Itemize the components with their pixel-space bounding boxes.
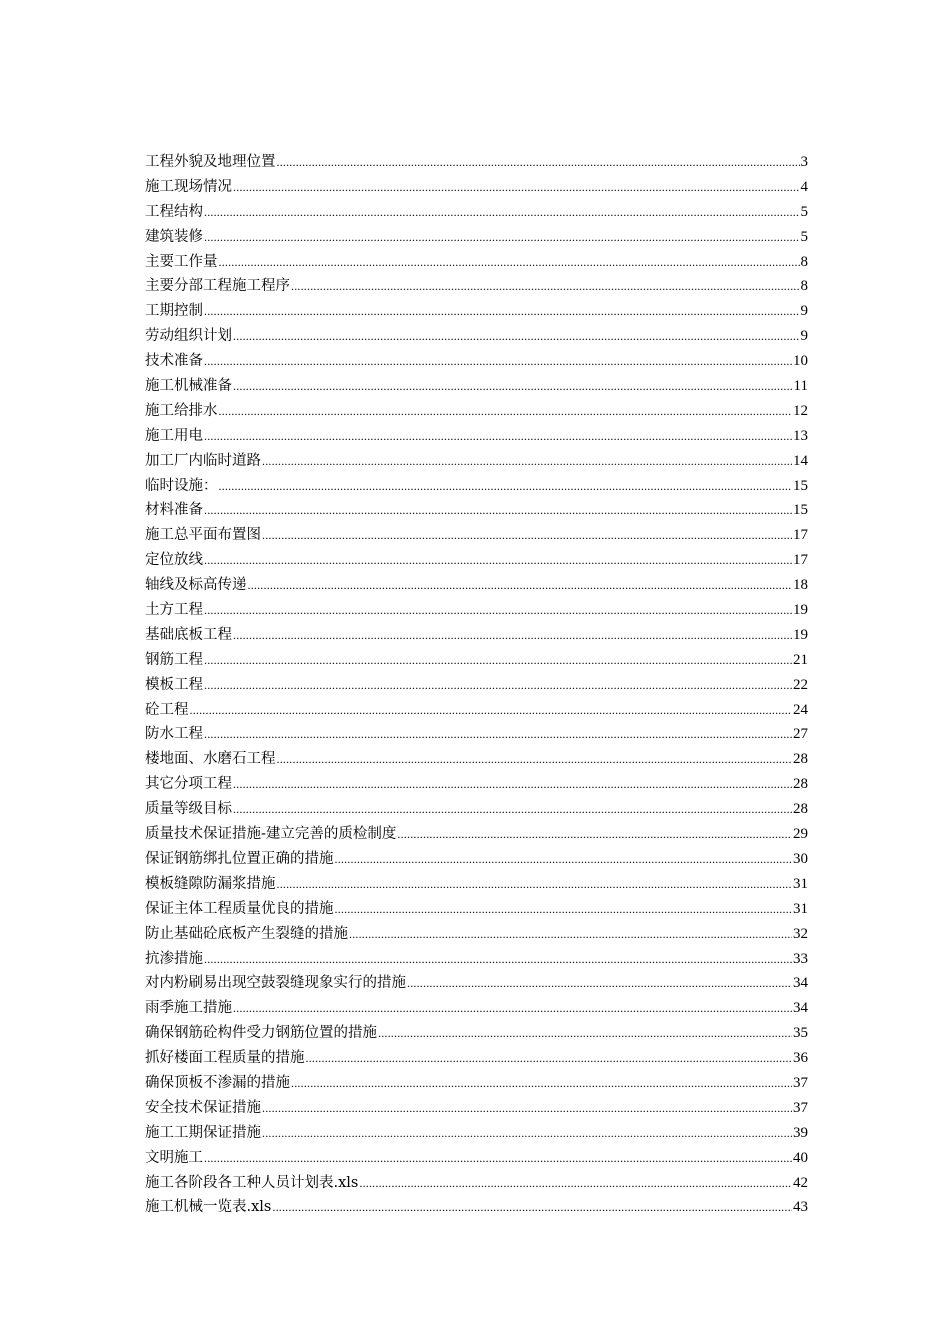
toc-entry[interactable] bbox=[145, 822, 808, 847]
toc-entry[interactable] bbox=[145, 996, 808, 1021]
toc-dot-leader bbox=[204, 349, 792, 374]
toc-entry[interactable] bbox=[145, 797, 808, 822]
toc-entry[interactable] bbox=[145, 623, 808, 648]
toc-entry[interactable] bbox=[145, 250, 808, 275]
toc-entry-title: 建筑装修 bbox=[145, 228, 203, 245]
toc-entry-page-number: 19 bbox=[793, 626, 808, 643]
toc-entry-page-number: 14 bbox=[793, 452, 808, 469]
toc-entry[interactable] bbox=[145, 847, 808, 872]
toc-dot-leader bbox=[306, 1046, 793, 1071]
toc-entry-title: 防水工程 bbox=[145, 726, 203, 743]
toc-entry[interactable] bbox=[145, 971, 808, 996]
toc-entry-page-number: 18 bbox=[793, 577, 808, 594]
toc-entry-page-number: 9 bbox=[800, 303, 808, 320]
toc-dot-leader bbox=[233, 797, 792, 822]
toc-entry-page-number: 37 bbox=[793, 1074, 808, 1091]
toc-entry[interactable] bbox=[145, 374, 808, 399]
toc-entry-title: 基础底板工程 bbox=[145, 626, 232, 643]
toc-entry-page-number: 28 bbox=[793, 801, 808, 818]
toc-entry-page-number: 37 bbox=[793, 1099, 808, 1116]
toc-dot-leader bbox=[233, 623, 792, 648]
toc-dot-leader bbox=[335, 847, 793, 872]
toc-dot-leader bbox=[204, 424, 792, 449]
toc-entry-title: 文明施工 bbox=[145, 1149, 203, 1166]
toc-entry[interactable] bbox=[145, 349, 808, 374]
toc-entry-title: 质量技术保证措施-建立完善的质检制度 bbox=[145, 826, 397, 843]
toc-entry-title: 质量等级目标 bbox=[145, 801, 232, 818]
toc-entry-title: 施工现场情况 bbox=[145, 178, 232, 195]
toc-dot-leader bbox=[190, 698, 793, 723]
toc-dot-leader bbox=[233, 772, 792, 797]
toc-entry[interactable] bbox=[145, 1071, 808, 1096]
toc-entry-title: 轴线及标高传递 bbox=[145, 577, 247, 594]
toc-entry-page-number: 24 bbox=[793, 701, 808, 718]
toc-entry-title: 防止基础砼底板产生裂缝的措施 bbox=[145, 925, 348, 942]
toc-entry[interactable] bbox=[145, 399, 808, 424]
toc-entry[interactable] bbox=[145, 324, 808, 349]
toc-entry[interactable] bbox=[145, 299, 808, 324]
toc-entry-title: 保证钢筋绑扎位置正确的措施 bbox=[145, 850, 334, 867]
toc-entry-page-number: 10 bbox=[793, 353, 808, 370]
toc-entry-title: 抗渗措施 bbox=[145, 950, 203, 967]
toc-entry-title: 主要分部工程施工程序 bbox=[145, 278, 290, 295]
toc-dot-leader bbox=[262, 449, 792, 474]
toc-dot-leader bbox=[204, 598, 792, 623]
toc-entry-page-number: 5 bbox=[800, 228, 808, 245]
toc-entry-page-number: 40 bbox=[793, 1149, 808, 1166]
toc-entry[interactable] bbox=[145, 449, 808, 474]
toc-entry-page-number: 30 bbox=[793, 850, 808, 867]
toc-entry-title: 施工工期保证措施 bbox=[145, 1124, 261, 1141]
toc-entry-page-number: 15 bbox=[793, 477, 808, 494]
toc-dot-leader bbox=[204, 648, 792, 673]
toc-entry-page-number: 22 bbox=[793, 676, 808, 693]
toc-entry-title: 技术准备 bbox=[145, 353, 203, 370]
toc-entry-page-number: 39 bbox=[793, 1124, 808, 1141]
toc-entry-page-number: 21 bbox=[793, 651, 808, 668]
toc-entry-title: 施工总平面布置图 bbox=[145, 527, 261, 544]
toc-entry[interactable] bbox=[145, 1146, 808, 1171]
toc-entry[interactable] bbox=[145, 598, 808, 623]
toc-entry[interactable] bbox=[145, 673, 808, 698]
toc-entry[interactable] bbox=[145, 1046, 808, 1071]
toc-entry-page-number: 28 bbox=[793, 751, 808, 768]
toc-entry-page-number: 32 bbox=[793, 925, 808, 942]
toc-entry[interactable] bbox=[145, 872, 808, 897]
toc-dot-leader bbox=[219, 250, 800, 275]
toc-entry[interactable] bbox=[145, 474, 808, 499]
toc-dot-leader bbox=[277, 872, 793, 897]
toc-entry-page-number: 13 bbox=[793, 427, 808, 444]
toc-entry-title: 施工用电 bbox=[145, 427, 203, 444]
toc-entry[interactable] bbox=[145, 947, 808, 972]
toc-dot-leader bbox=[204, 225, 800, 250]
toc-dot-leader bbox=[262, 523, 792, 548]
toc-entry-title: 雨季施工措施 bbox=[145, 1000, 232, 1017]
toc-entry-title: 材料准备 bbox=[145, 502, 203, 519]
toc-entry[interactable] bbox=[145, 1121, 808, 1146]
toc-entry-page-number: 34 bbox=[793, 1000, 808, 1017]
toc-dot-leader bbox=[219, 399, 793, 424]
toc-dot-leader bbox=[204, 548, 792, 573]
toc-entry[interactable] bbox=[145, 722, 808, 747]
table-of-contents bbox=[145, 150, 808, 1220]
toc-entry-page-number: 28 bbox=[793, 776, 808, 793]
toc-entry-title: 施工各阶段各工种人员计划表.xls bbox=[145, 1174, 359, 1191]
toc-entry[interactable] bbox=[145, 747, 808, 772]
toc-entry-page-number: 15 bbox=[793, 502, 808, 519]
toc-entry[interactable] bbox=[145, 424, 808, 449]
toc-entry-page-number: 29 bbox=[793, 826, 808, 843]
toc-dot-leader bbox=[204, 947, 792, 972]
toc-entry[interactable] bbox=[145, 1096, 808, 1121]
toc-entry-title: 安全技术保证措施 bbox=[145, 1099, 261, 1116]
toc-entry-title: 砼工程 bbox=[145, 701, 189, 718]
toc-entry[interactable] bbox=[145, 772, 808, 797]
toc-entry-page-number: 4 bbox=[800, 178, 808, 195]
toc-entry[interactable] bbox=[145, 498, 808, 523]
toc-entry-title: 楼地面、水磨石工程 bbox=[145, 751, 276, 768]
toc-dot-leader bbox=[204, 722, 792, 747]
toc-dot-leader bbox=[349, 922, 792, 947]
toc-entry[interactable] bbox=[145, 698, 808, 723]
toc-dot-leader bbox=[335, 897, 793, 922]
toc-dot-leader bbox=[397, 822, 792, 847]
toc-dot-leader bbox=[204, 299, 800, 324]
toc-entry-title: 施工给排水 bbox=[145, 402, 218, 419]
toc-dot-leader bbox=[233, 175, 800, 200]
toc-entry[interactable] bbox=[145, 1021, 808, 1046]
toc-entry-title: 施工机械一览表.xls bbox=[145, 1199, 272, 1216]
toc-entry-page-number: 27 bbox=[793, 726, 808, 743]
toc-entry[interactable] bbox=[145, 648, 808, 673]
toc-entry-page-number: 17 bbox=[793, 552, 808, 569]
toc-entry[interactable] bbox=[145, 897, 808, 922]
toc-entry-page-number: 36 bbox=[793, 1050, 808, 1067]
toc-dot-leader bbox=[277, 747, 793, 772]
toc-dot-leader bbox=[291, 1071, 792, 1096]
toc-entry-page-number: 11 bbox=[793, 378, 808, 395]
toc-entry-title: 模板缝隙防漏浆措施 bbox=[145, 875, 276, 892]
toc-entry-title: 其它分项工程 bbox=[145, 776, 232, 793]
toc-entry-page-number: 9 bbox=[800, 328, 808, 345]
toc-entry-title: 工程结构 bbox=[145, 203, 203, 220]
toc-entry[interactable] bbox=[145, 1195, 808, 1220]
toc-entry[interactable] bbox=[145, 225, 808, 250]
toc-entry[interactable] bbox=[145, 922, 808, 947]
toc-entry-title: 劳动组织计划 bbox=[145, 328, 232, 345]
toc-entry-title: 工期控制 bbox=[145, 303, 203, 320]
toc-dot-leader bbox=[204, 673, 792, 698]
toc-entry-title: 主要工作量 bbox=[145, 253, 218, 270]
toc-dot-leader bbox=[272, 1195, 792, 1220]
toc-entry-title: 定位放线 bbox=[145, 552, 203, 569]
toc-entry-page-number: 8 bbox=[800, 278, 808, 295]
toc-entry-title: 土方工程 bbox=[145, 602, 203, 619]
toc-entry-title: 钢筋工程 bbox=[145, 651, 203, 668]
toc-dot-leader bbox=[204, 498, 792, 523]
toc-entry-page-number: 33 bbox=[793, 950, 808, 967]
toc-entry[interactable] bbox=[145, 548, 808, 573]
toc-entry[interactable] bbox=[145, 150, 808, 175]
toc-entry-title: 保证主体工程质量优良的措施 bbox=[145, 900, 334, 917]
toc-entry-page-number: 43 bbox=[793, 1199, 808, 1216]
toc-entry-page-number: 42 bbox=[793, 1174, 808, 1191]
toc-entry-title: 确保顶板不渗漏的措施 bbox=[145, 1074, 290, 1091]
toc-entry[interactable] bbox=[145, 274, 808, 299]
toc-dot-leader bbox=[233, 324, 800, 349]
toc-entry-page-number: 19 bbox=[793, 602, 808, 619]
toc-entry-page-number: 17 bbox=[793, 527, 808, 544]
toc-dot-leader bbox=[204, 1146, 792, 1171]
toc-entry-title: 工程外貌及地理位置 bbox=[145, 154, 276, 170]
toc-entry-title: 模板工程 bbox=[145, 676, 203, 693]
toc-dot-leader bbox=[204, 200, 800, 225]
toc-dot-leader bbox=[262, 1096, 792, 1121]
toc-dot-leader bbox=[359, 1171, 792, 1196]
toc-entry-page-number: 31 bbox=[793, 875, 808, 892]
toc-entry-title: 对内粉刷易出现空鼓裂缝现象实行的措施 bbox=[145, 975, 406, 992]
toc-entry-page-number: 34 bbox=[793, 975, 808, 992]
toc-dot-leader bbox=[277, 150, 800, 175]
toc-entry-title: 确保钢筋砼构件受力钢筋位置的措施 bbox=[145, 1025, 377, 1042]
toc-dot-leader bbox=[233, 996, 792, 1021]
toc-entry[interactable] bbox=[145, 523, 808, 548]
toc-entry[interactable] bbox=[145, 1171, 808, 1196]
toc-entry[interactable] bbox=[145, 573, 808, 598]
toc-dot-leader bbox=[233, 374, 793, 399]
toc-dot-leader bbox=[291, 274, 800, 299]
toc-entry-title: 临时设施： bbox=[145, 477, 218, 494]
toc-entry-page-number: 5 bbox=[800, 203, 808, 220]
toc-dot-leader bbox=[262, 1121, 792, 1146]
toc-dot-leader bbox=[248, 573, 793, 598]
toc-dot-leader bbox=[378, 1021, 792, 1046]
toc-dot-leader bbox=[407, 971, 792, 996]
toc-entry-page-number: 35 bbox=[793, 1025, 808, 1042]
toc-entry-page-number: 12 bbox=[793, 402, 808, 419]
toc-entry-title: 施工机械准备 bbox=[145, 378, 232, 395]
toc-entry-title: 加工厂内临时道路 bbox=[145, 452, 261, 469]
toc-entry-page-number: 3 bbox=[800, 154, 808, 170]
toc-entry-page-number: 31 bbox=[793, 900, 808, 917]
toc-entry[interactable] bbox=[145, 175, 808, 200]
toc-entry-title: 抓好楼面工程质量的措施 bbox=[145, 1050, 305, 1067]
toc-entry-page-number: 8 bbox=[800, 253, 808, 270]
toc-dot-leader bbox=[219, 474, 793, 499]
toc-entry[interactable] bbox=[145, 200, 808, 225]
